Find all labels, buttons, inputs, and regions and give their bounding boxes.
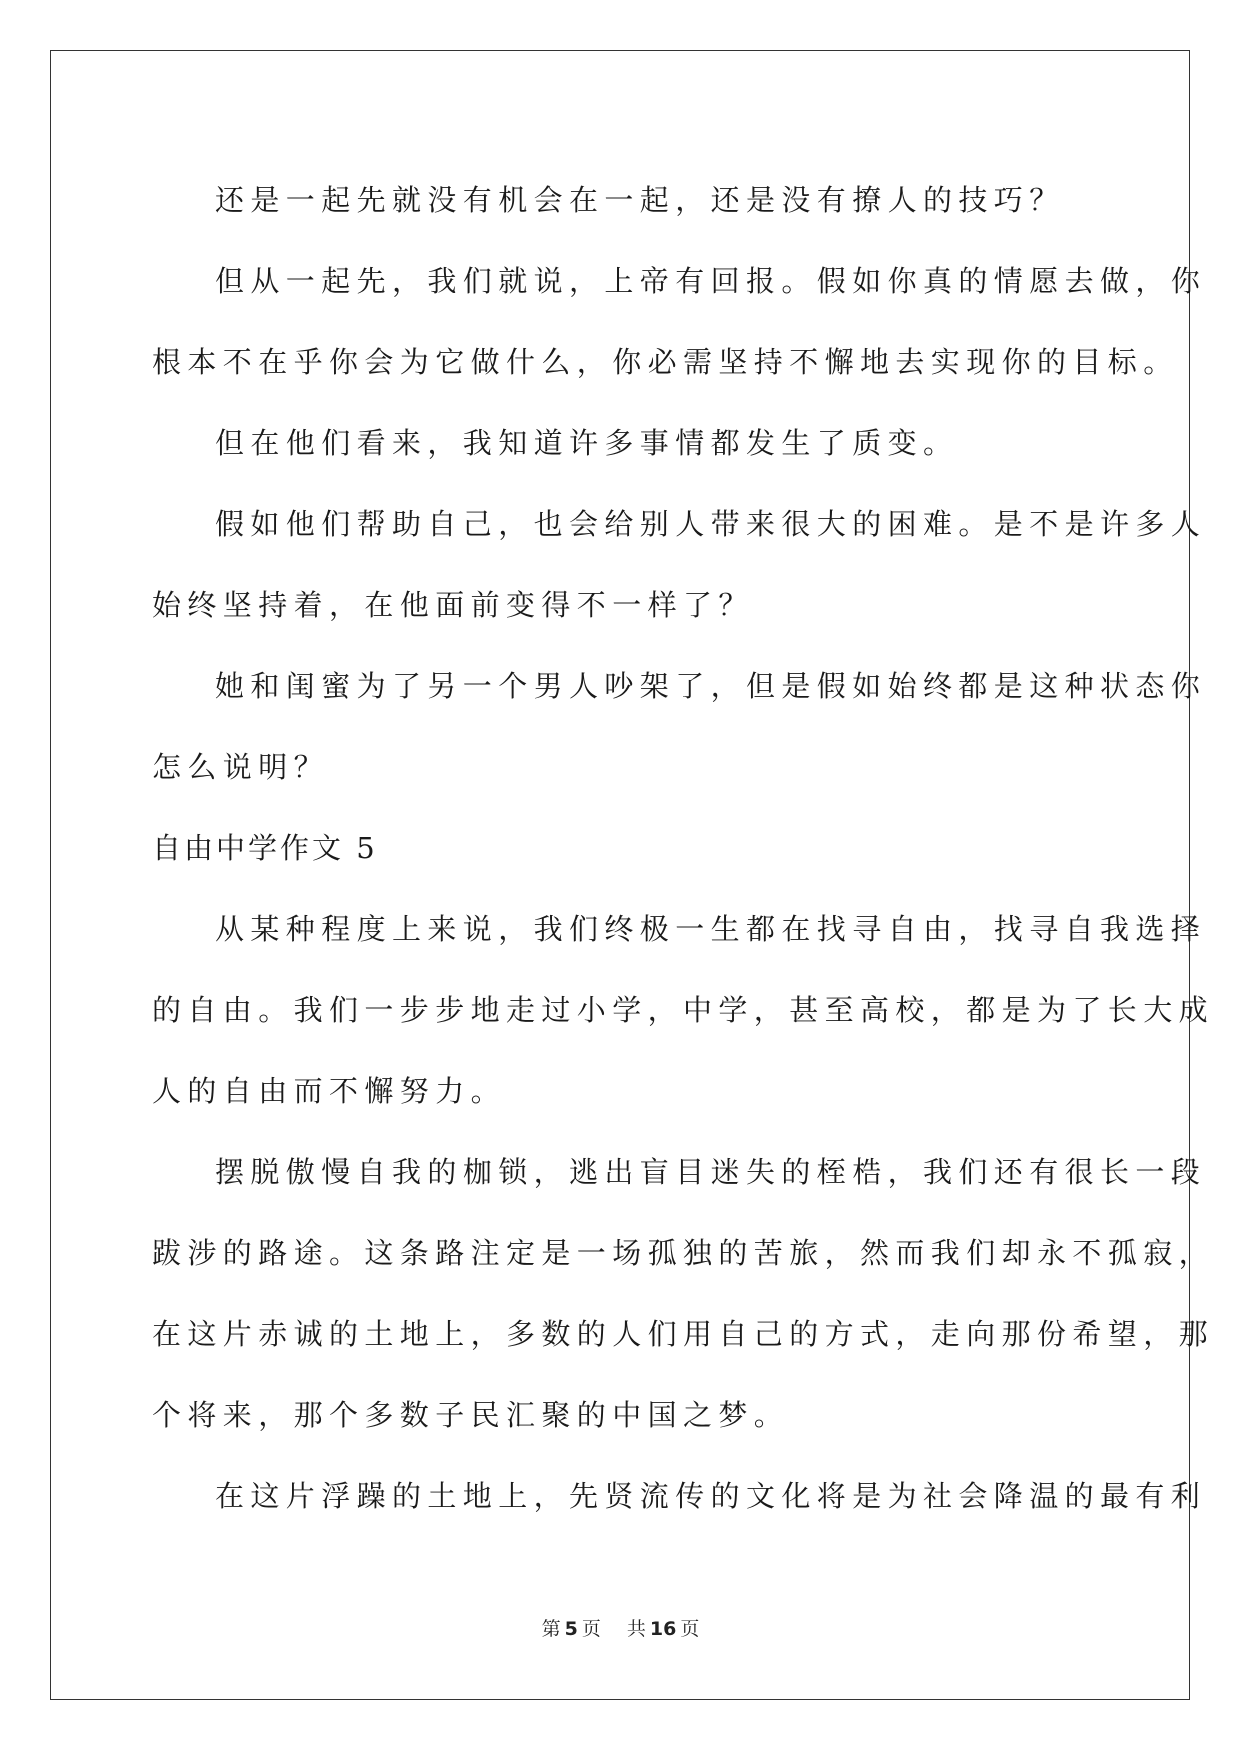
text-line: 人的自由而不懈努力。 [152, 1074, 507, 1108]
document-body [152, 160, 1215, 1537]
section-heading: 自由中学作文 5 [152, 831, 378, 865]
text-line: 个将来，那个多数子民汇聚的中国之梦。 [152, 1398, 790, 1432]
text-line: 假如他们帮助自己，也会给别人带来很大的困难。是不是许多人 [215, 507, 1207, 541]
text-line: 的自由。我们一步步地走过小学，中学，甚至高校，都是为了长大成 [152, 993, 1215, 1027]
page-prefix: 第 [541, 1618, 561, 1640]
total-prefix: 共 [626, 1618, 646, 1640]
text-line: 根本不在乎你会为它做什么，你必需坚持不懈地去实现你的目标。 [152, 345, 1179, 379]
text-line: 跋涉的路途。这条路注定是一场孤独的苦旅，然而我们却永不孤寂， [152, 1236, 1215, 1270]
page-number: 5 [564, 1618, 578, 1640]
text-line: 在这片赤诚的土地上，多数的人们用自己的方式，走向那份希望，那 [152, 1317, 1215, 1351]
text-line: 但从一起先，我们就说，上帝有回报。假如你真的情愿去做，你 [215, 264, 1207, 298]
text-line: 从某种程度上来说，我们终极一生都在找寻自由，找寻自我选择 [215, 912, 1207, 946]
text-line: 在这片浮躁的土地上，先贤流传的文化将是为社会降温的最有利 [215, 1479, 1207, 1513]
total-suffix: 页 [680, 1618, 700, 1640]
page-footer [0, 1614, 1241, 1641]
page-suffix: 页 [581, 1618, 601, 1640]
text-line: 摆脱傲慢自我的枷锁，逃出盲目迷失的桎梏，我们还有很长一段 [215, 1155, 1207, 1189]
text-line: 她和闺蜜为了另一个男人吵架了，但是假如始终都是这种状态你 [215, 669, 1207, 703]
text-line: 怎么说明？ [152, 750, 330, 784]
text-line: 还是一起先就没有机会在一起，还是没有撩人的技巧？ [215, 183, 1065, 217]
text-line: 始终坚持着，在他面前变得不一样了？ [152, 588, 754, 622]
total-pages: 16 [649, 1618, 677, 1640]
text-line: 但在他们看来，我知道许多事情都发生了质变。 [215, 426, 959, 460]
